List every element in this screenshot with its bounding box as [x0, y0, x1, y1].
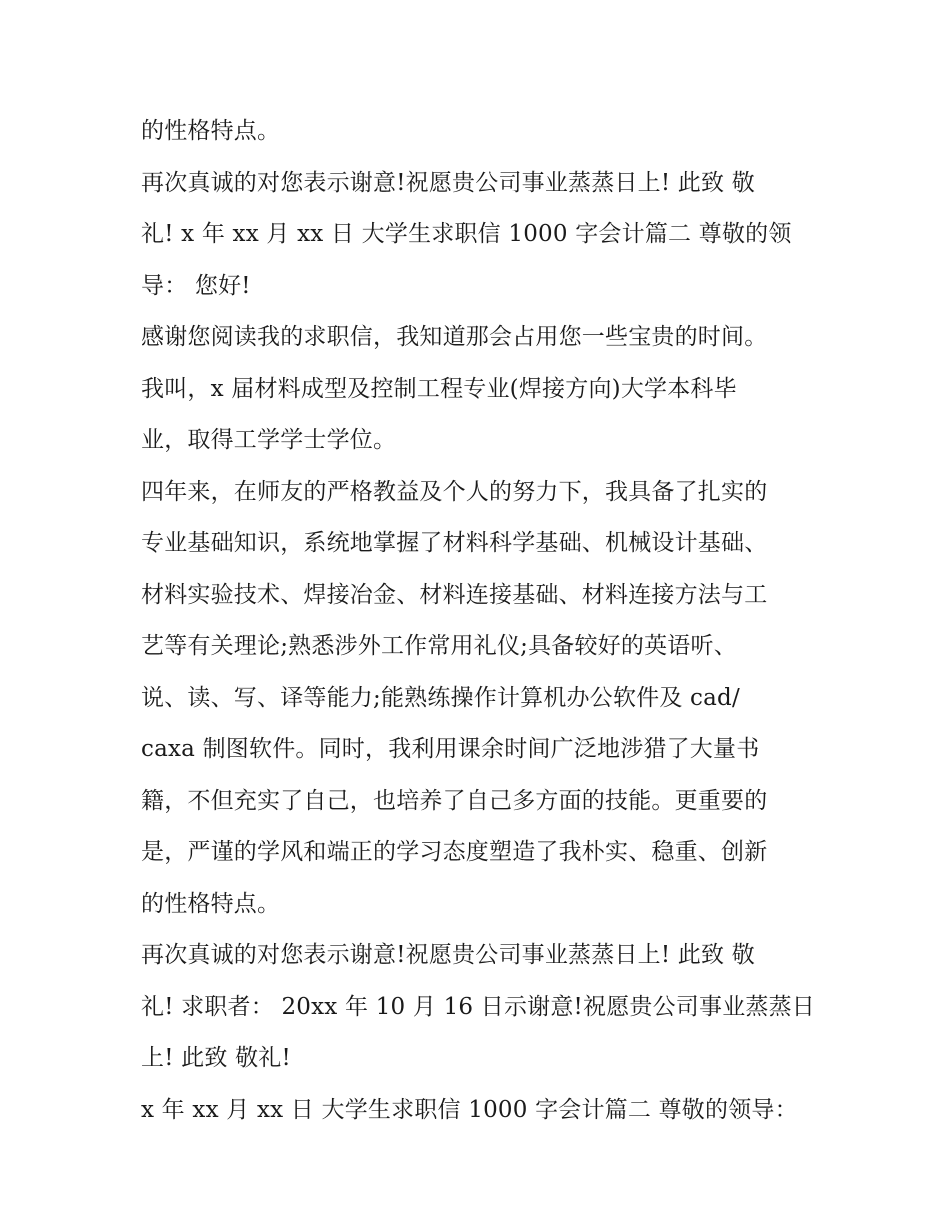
text-line: 的性格特点。 — [141, 890, 281, 917]
text-line: 导： 您好! — [141, 272, 251, 299]
text-line: 的性格特点。 — [141, 118, 281, 144]
text-line: 上! 此致 敬礼! — [141, 1045, 291, 1071]
text-line: 再次真诚的对您表示谢意!祝愿贵公司事业蒸蒸日上! 此致 敬 — [141, 169, 755, 196]
text-line: 礼! 求职者： 20xx 年 10 月 16 日示谢意!祝愿贵公司事业蒸蒸日 — [141, 993, 816, 1020]
text-line: 专业基础知识，系统地掌握了材料科学基础、机械设计基础、 — [141, 530, 768, 556]
text-line: 说、读、写、译等能力;能熟练操作计算机办公软件及 cad/ — [141, 684, 740, 711]
text-line: 籍，不但充实了自己，也培养了自己多方面的技能。更重要的 — [141, 787, 768, 814]
text-line: 业，取得工学学士学位。 — [141, 427, 397, 453]
text-line: 四年来，在师友的严格教益及个人的努力下，我具备了扎实的 — [141, 478, 768, 505]
text-line: 材料实验技术、焊接冶金、材料连接基础、材料连接方法与工 — [141, 581, 768, 608]
text-line: 再次真诚的对您表示谢意!祝愿贵公司事业蒸蒸日上! 此致 敬 — [141, 942, 755, 968]
text-line: 是，严谨的学风和端正的学习态度塑造了我朴实、稳重、创新 — [141, 839, 768, 865]
text-line: 礼! x 年 xx 月 xx 日 大学生求职信 1000 字会计篇二 尊敬的领 — [141, 221, 792, 247]
text-line: 艺等有关理论;熟悉涉外工作常用礼仪;具备较好的英语听、 — [141, 633, 737, 659]
text-line: x 年 xx 月 xx 日 大学生求职信 1000 字会计篇二 尊敬的领导： — [141, 1096, 798, 1123]
text-line: 感谢您阅读我的求职信，我知道那会占用您一些宝贵的时间。 — [141, 324, 768, 350]
text-line: caxa 制图软件。同时，我利用课余时间广泛地涉猎了大量书 — [141, 736, 760, 762]
text-line: 我叫，x 届材料成型及控制工程专业(焊接方向)大学本科毕 — [141, 375, 737, 402]
document-body — [141, 106, 831, 1136]
